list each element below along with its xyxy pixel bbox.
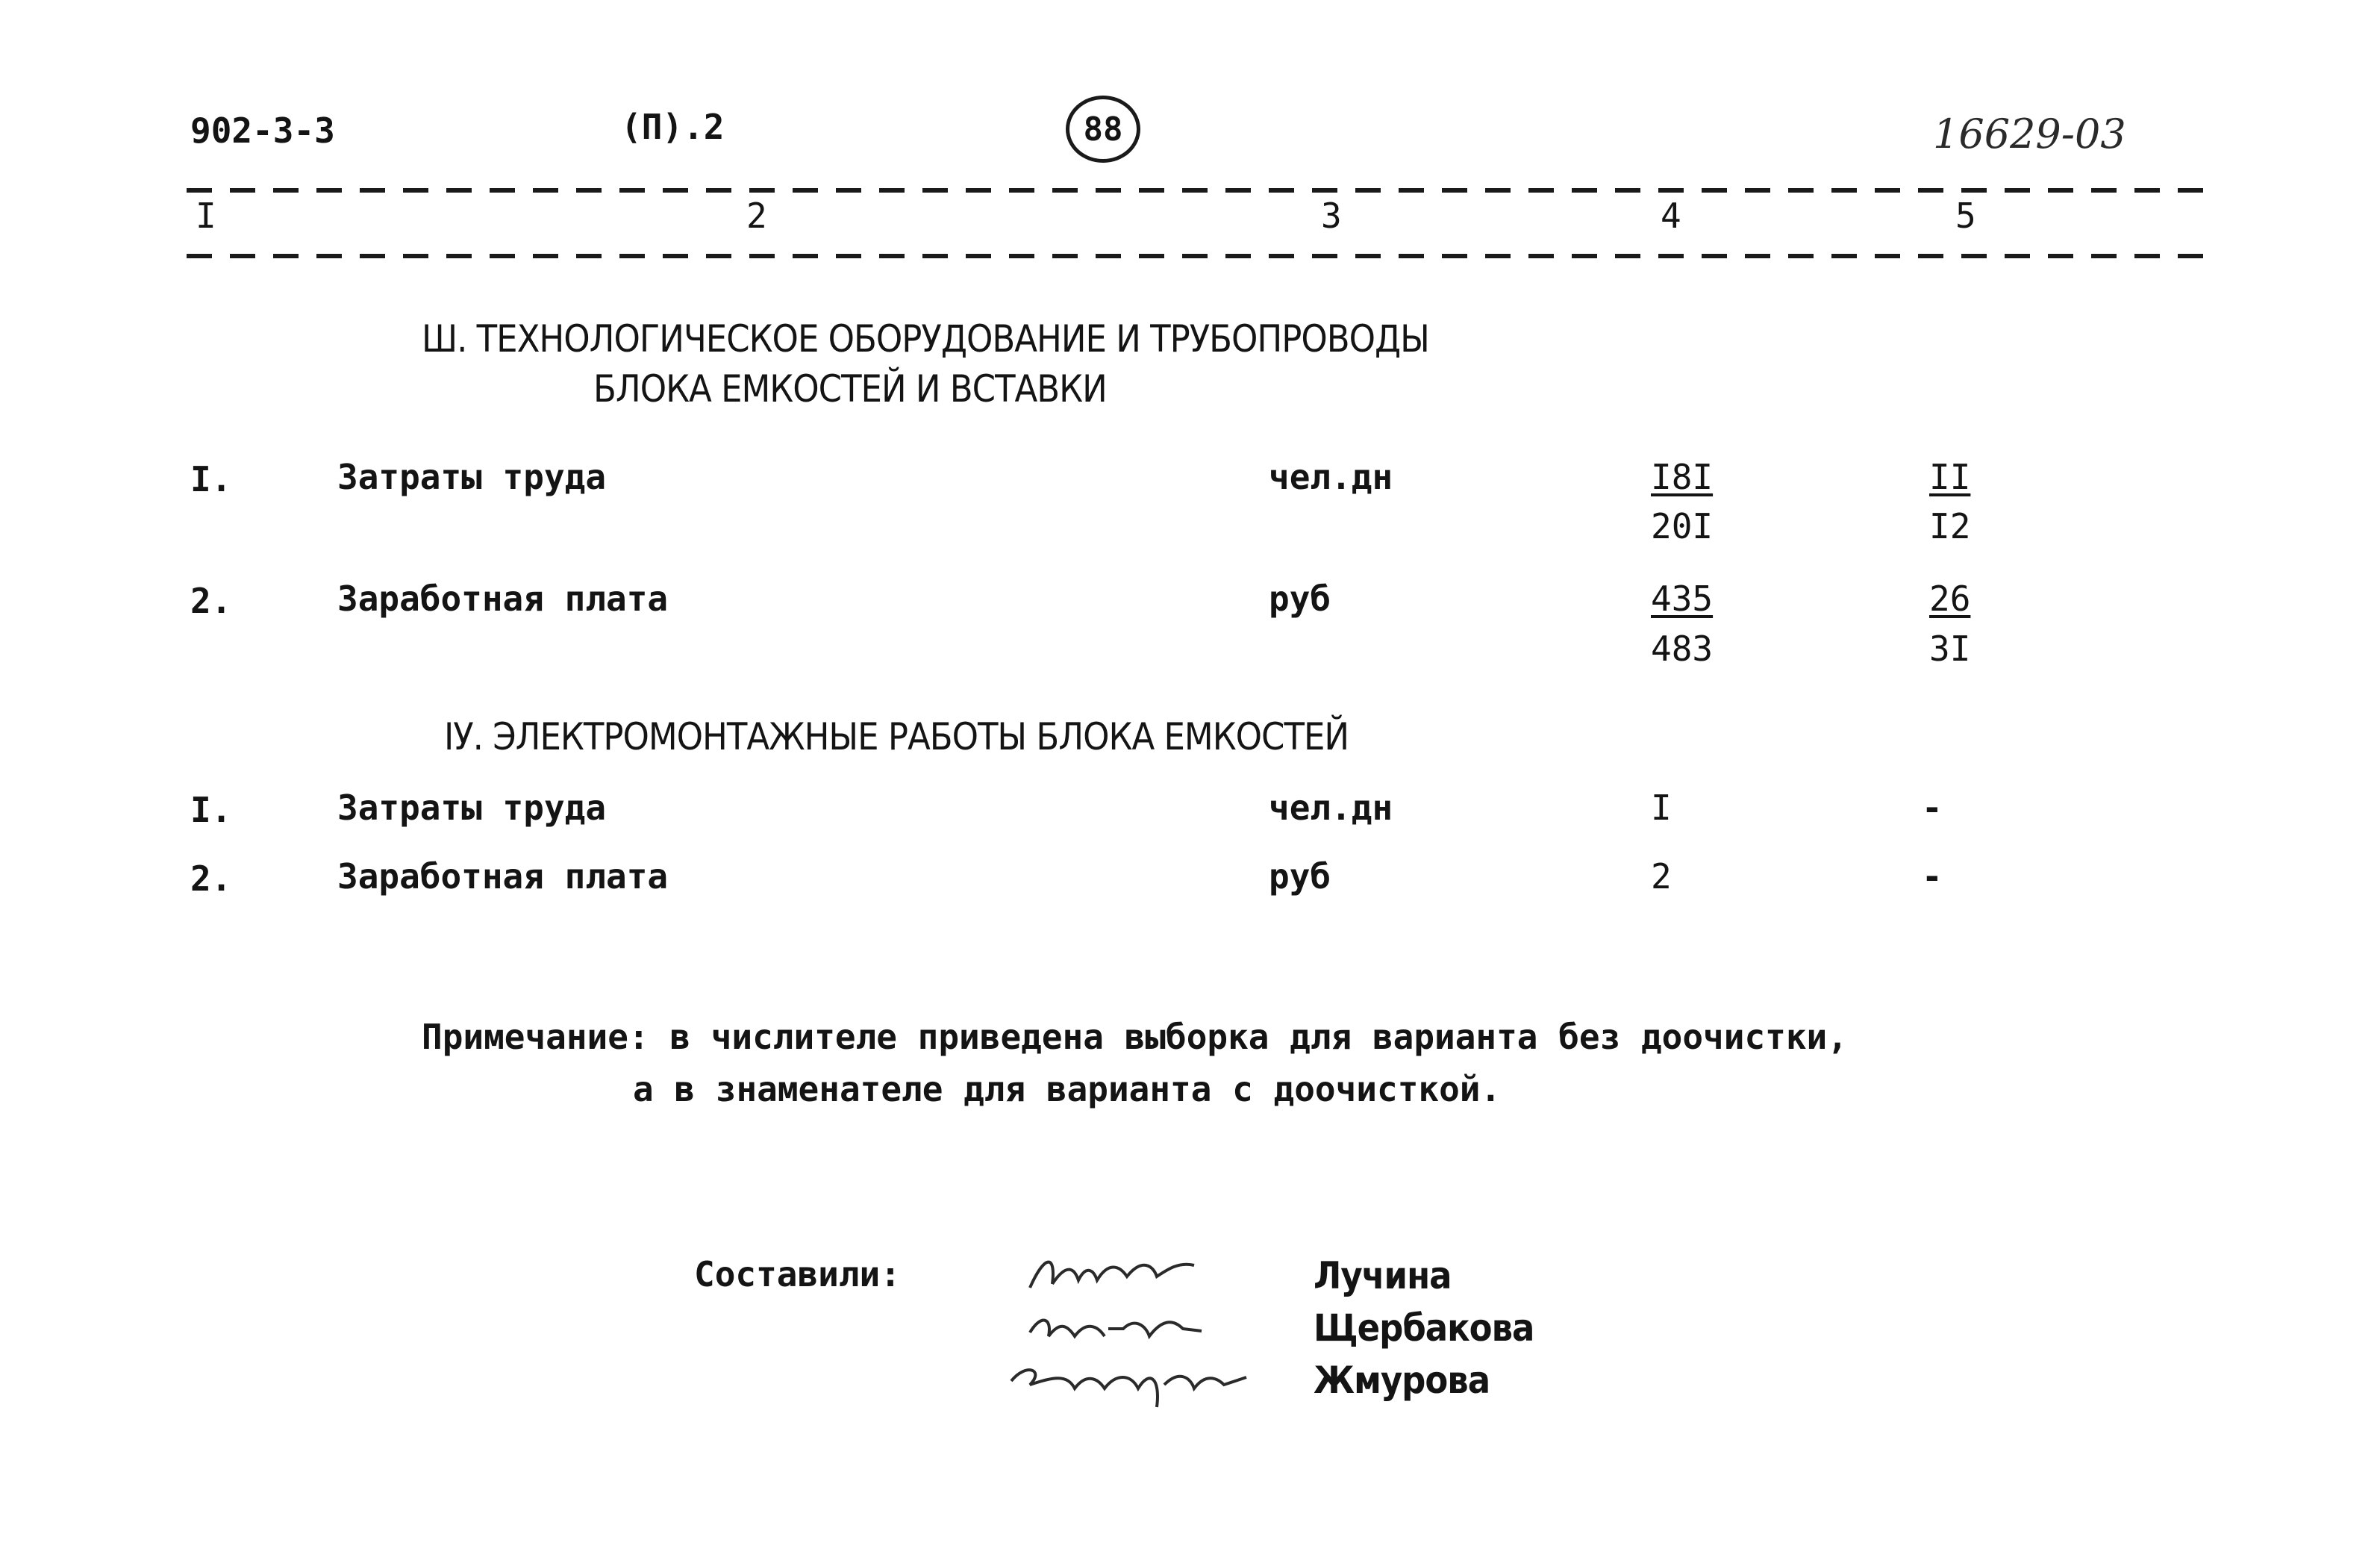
signature-2 xyxy=(1022,1303,1216,1355)
section3-title-line2: БЛОКА ЕМКОСТЕЙ И ВСТАВКИ xyxy=(593,367,1107,411)
dashed-rule-bottom xyxy=(187,254,2217,258)
page-number xyxy=(1066,96,1140,163)
col4-value: I xyxy=(1651,788,1672,828)
column-header-3: 3 xyxy=(1321,196,1342,236)
compilers-label: Составили: xyxy=(694,1254,901,1294)
dashed-rule-top xyxy=(187,188,2217,193)
row-number: I. xyxy=(190,459,232,499)
row-number: I. xyxy=(190,790,232,830)
note-line-2: а в знаменателе для варианта с доочисткой. xyxy=(633,1069,1502,1109)
col4-denominator: 483 xyxy=(1651,629,1714,669)
compiler-name-2: Щербакова xyxy=(1314,1306,1534,1350)
col5-denominator: I2 xyxy=(1929,506,1971,546)
row-unit: чел.дн xyxy=(1269,788,1393,828)
row-unit: руб xyxy=(1269,579,1331,619)
inventory-number: 16629-03 xyxy=(1933,110,2126,158)
page-number-text: 88 xyxy=(1083,110,1123,149)
note-line-1: Примечание: в числителе приведена выборка для варианта без доочистки, xyxy=(422,1017,1848,1057)
row-unit: чел.дн xyxy=(1269,457,1393,497)
row-name: Заработная плата xyxy=(337,579,669,619)
col5-value: - xyxy=(1922,856,1943,897)
signature-3 xyxy=(1000,1355,1269,1415)
row-number: 2. xyxy=(190,581,232,621)
column-header-1: I xyxy=(196,196,216,236)
col4-value: 2 xyxy=(1651,856,1672,897)
col5-numerator: II xyxy=(1929,457,1971,497)
signature-1 xyxy=(1022,1247,1216,1299)
row-name: Затраты труда xyxy=(337,457,607,497)
col4-denominator: 20I xyxy=(1651,506,1714,546)
section4-title: IУ. ЭЛЕКТРОМОНТАЖНЫЕ РАБОТЫ БЛОКА ЕМКОСТЕЙ xyxy=(444,715,1349,758)
col4-numerator: I8I xyxy=(1651,457,1714,497)
section3-title-line1: Ш. ТЕХНОЛОГИЧЕСКОЕ ОБОРУДОВАНИЕ И ТРУБОПРОВОДЫ xyxy=(422,317,1429,361)
row-name: Заработная плата xyxy=(337,856,669,897)
col5-numerator: 26 xyxy=(1929,579,1971,619)
compiler-name-3: Жмурова xyxy=(1314,1359,1490,1402)
row-name: Затраты труда xyxy=(337,788,607,828)
column-header-4: 4 xyxy=(1661,196,1681,236)
col5-value: - xyxy=(1922,788,1943,828)
column-header-5: 5 xyxy=(1955,196,1976,236)
doc-code: 902-3-3 xyxy=(190,110,335,151)
compiler-name-1: Лучина xyxy=(1314,1254,1452,1297)
col4-numerator: 435 xyxy=(1651,579,1714,619)
row-unit: руб xyxy=(1269,856,1331,897)
column-header-2: 2 xyxy=(746,196,767,236)
row-number: 2. xyxy=(190,858,232,899)
col5-denominator: 3I xyxy=(1929,629,1971,669)
section-code: (П).2 xyxy=(621,107,725,147)
